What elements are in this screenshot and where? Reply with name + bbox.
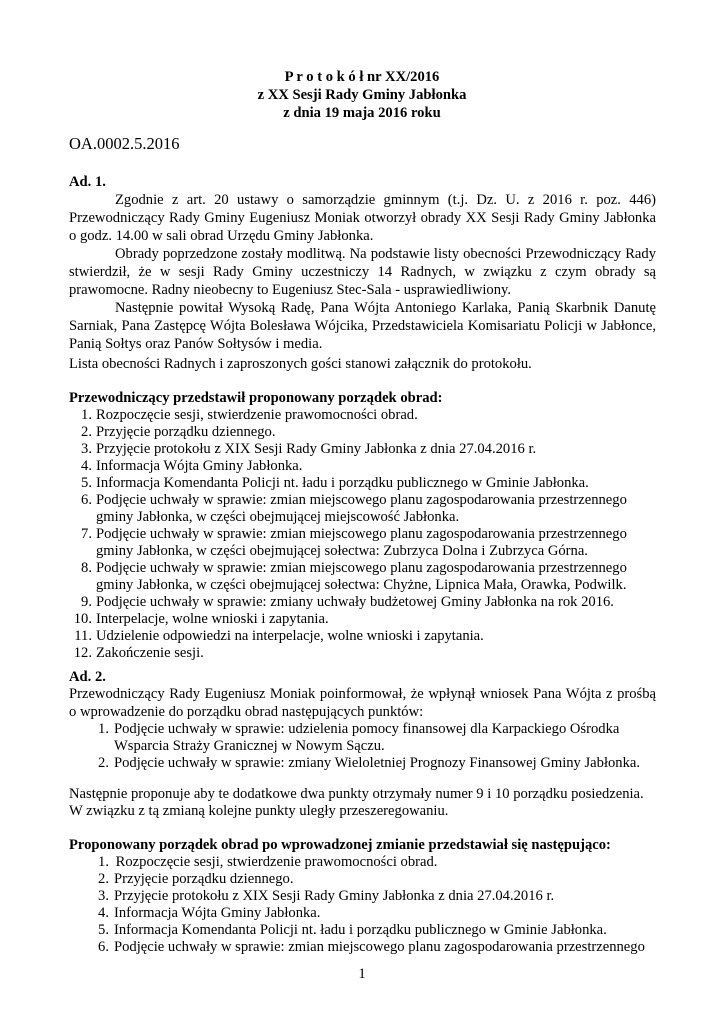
list-item: Podjęcie uchwały w sprawie: zmiany uchwały budżetowej Gminy Jabłonka na rok 2016.	[96, 594, 614, 610]
list-item-continuation: gminy Jabłonka, w części obejmującej sołectwa: Chyżne, Lipnica Mała, Orawka, Podwilk.	[96, 577, 627, 593]
protocol-title: P r o t o k ó ł nr XX/2016	[284, 69, 440, 85]
list-item-number: 10.	[73, 611, 92, 627]
list-item-number: 1.	[98, 721, 109, 737]
list-item-continuation: gminy Jabłonka, w części obejmującej miejscowość Jabłonka.	[96, 509, 460, 525]
list-item-number: 3.	[81, 441, 92, 457]
list-item: Rozpoczęcie sesji, stwierdzenie prawomocności obrad.	[112, 854, 438, 870]
list-item-number: 11.	[74, 628, 92, 644]
list-item: Interpelacje, wolne wnioski i zapytania.	[96, 611, 329, 627]
ad2-paragraph-1: Przewodniczący Rady Eugeniusz Moniak poinformował, że wpłynął wniosek Pana Wójta z prośbą o wprowadzenie do porządku obrad następujących punktów:	[69, 686, 656, 720]
list-item: Rozpoczęcie sesji, stwierdzenie prawomocności obrad.	[96, 407, 418, 423]
agenda2-heading: Proponowany porządek obrad po wprowadzonej zmianie przedstawiał się następująco:	[69, 837, 611, 853]
list-item: Przyjęcie protokołu z XIX Sesji Rady Gminy Jabłonka z dnia 27.04.2016 r.	[114, 888, 555, 904]
list-item-number: 4.	[81, 458, 92, 474]
list-item-number: 8.	[81, 560, 92, 576]
list-item-number: 5.	[98, 922, 109, 938]
list-item-number: 9.	[81, 594, 92, 610]
ad1-paragraph-1: Zgodnie z art. 20 ustawy o samorządzie gminnym (t.j. Dz. U. z 2016 r. poz. 446) Przewodniczący Rady Gminy Eugeniusz Moniak otworzył obrady XX Sesji Rady Gminy Jabłonka o godz. 14.00 w sali obrad Urzędu Gminy Jabłonka.	[69, 192, 656, 244]
list-item-number: 6.	[98, 939, 109, 955]
list-item: Informacja Wójta Gminy Jabłonka.	[96, 458, 303, 474]
list-item: Podjęcie uchwały w sprawie: udzielenia pomocy finansowej dla Karpackiego Ośrodka	[114, 721, 620, 737]
list-item-number: 6.	[81, 492, 92, 508]
list-item-number: 2.	[98, 871, 109, 887]
list-item-number: 3.	[98, 888, 109, 904]
list-item: Udzielenie odpowiedzi na interpelacje, wolne wnioski i zapytania.	[96, 628, 484, 644]
list-item-continuation: Wsparcia Straży Granicznej w Nowym Sączu.	[114, 738, 385, 754]
list-item: Przyjęcie porządku dziennego.	[114, 871, 294, 887]
session-date: z dnia 19 maja 2016 roku	[283, 105, 441, 121]
list-item: Zakończenie sesji.	[96, 645, 204, 661]
list-item-number: 1.	[98, 854, 109, 870]
list-item-number: 2.	[98, 755, 109, 771]
page-number: 1	[358, 966, 366, 982]
list-item: Podjęcie uchwały w sprawie: zmiany Wieloletniej Prognozy Finansowej Gminy Jabłonka.	[114, 755, 641, 771]
ad2-title: Ad. 2.	[69, 669, 106, 685]
ad2-paragraph-3: W związku z tą zmianą kolejne punkty uległy przeszeregowaniu.	[69, 803, 449, 819]
list-item-continuation: gminy Jabłonka, w części obejmującej sołectwa: Zubrzyca Dolna i Zubrzyca Górna.	[96, 543, 588, 559]
list-item-number: 4.	[98, 905, 109, 921]
ad2-paragraph-2: Następnie proponuje aby te dodatkowe dwa punkty otrzymały numer 9 i 10 porządku posiedzenia.	[69, 786, 644, 802]
list-item: Przyjęcie porządku dziennego.	[96, 424, 276, 440]
attendance-note: Lista obecności Radnych i zaproszonych gości stanowi załącznik do protokołu.	[69, 356, 532, 372]
ad1-title: Ad. 1.	[69, 174, 106, 190]
list-item: Podjęcie uchwały w sprawie: zmian miejscowego planu zagospodarowania przestrzennego	[96, 560, 627, 576]
list-item: Informacja Komendanta Policji nt. ładu i porządku publicznego w Gminie Jabłonka.	[96, 475, 589, 491]
list-item: Podjęcie uchwały w sprawie: zmian miejscowego planu zagospodarowania przestrzennego	[114, 939, 645, 955]
agenda-heading: Przewodniczący przedstawił proponowany porządek obrad:	[69, 390, 443, 406]
list-item-number: 1.	[81, 407, 92, 423]
session-subtitle: z XX Sesji Rady Gminy Jabłonka	[257, 87, 467, 103]
list-item-number: 12.	[73, 645, 92, 661]
list-item-number: 7.	[81, 526, 92, 542]
list-item: Podjęcie uchwały w sprawie: zmian miejscowego planu zagospodarowania przestrzennego	[96, 492, 627, 508]
list-item: Podjęcie uchwały w sprawie: zmian miejscowego planu zagospodarowania przestrzennego	[96, 526, 627, 542]
ad1-paragraph-2: Obrady poprzedzone zostały modlitwą. Na podstawie listy obecności Przewodniczący Rady stwierdził, że w sesji Rady Gminy uczestniczy 14 Radnych, w związku z czym obrady są prawomocne. Radny nieobecny to Eugeniusz Stec-Sala - usprawiedliwiony.	[69, 246, 656, 298]
list-item: Przyjęcie protokołu z XIX Sesji Rady Gminy Jabłonka z dnia 27.04.2016 r.	[96, 441, 537, 457]
list-item-number: 5.	[81, 475, 92, 491]
list-item-number: 2.	[81, 424, 92, 440]
list-item: Informacja Komendanta Policji nt. ładu i porządku publicznego w Gminie Jabłonka.	[114, 922, 607, 938]
list-item: Informacja Wójta Gminy Jabłonka.	[114, 905, 321, 921]
reference-number: OA.0002.5.2016	[69, 134, 180, 153]
ad1-paragraph-3: Następnie powitał Wysoką Radę, Pana Wójta Antoniego Karlaka, Panią Skarbnik Danutę Sarniak, Pana Zastępcę Wójta Bolesława Wójcika, Przedstawiciela Komisariatu Policji w Jabłonce, Panią Sołtys oraz Panów Sołtysów i media.	[69, 300, 656, 352]
